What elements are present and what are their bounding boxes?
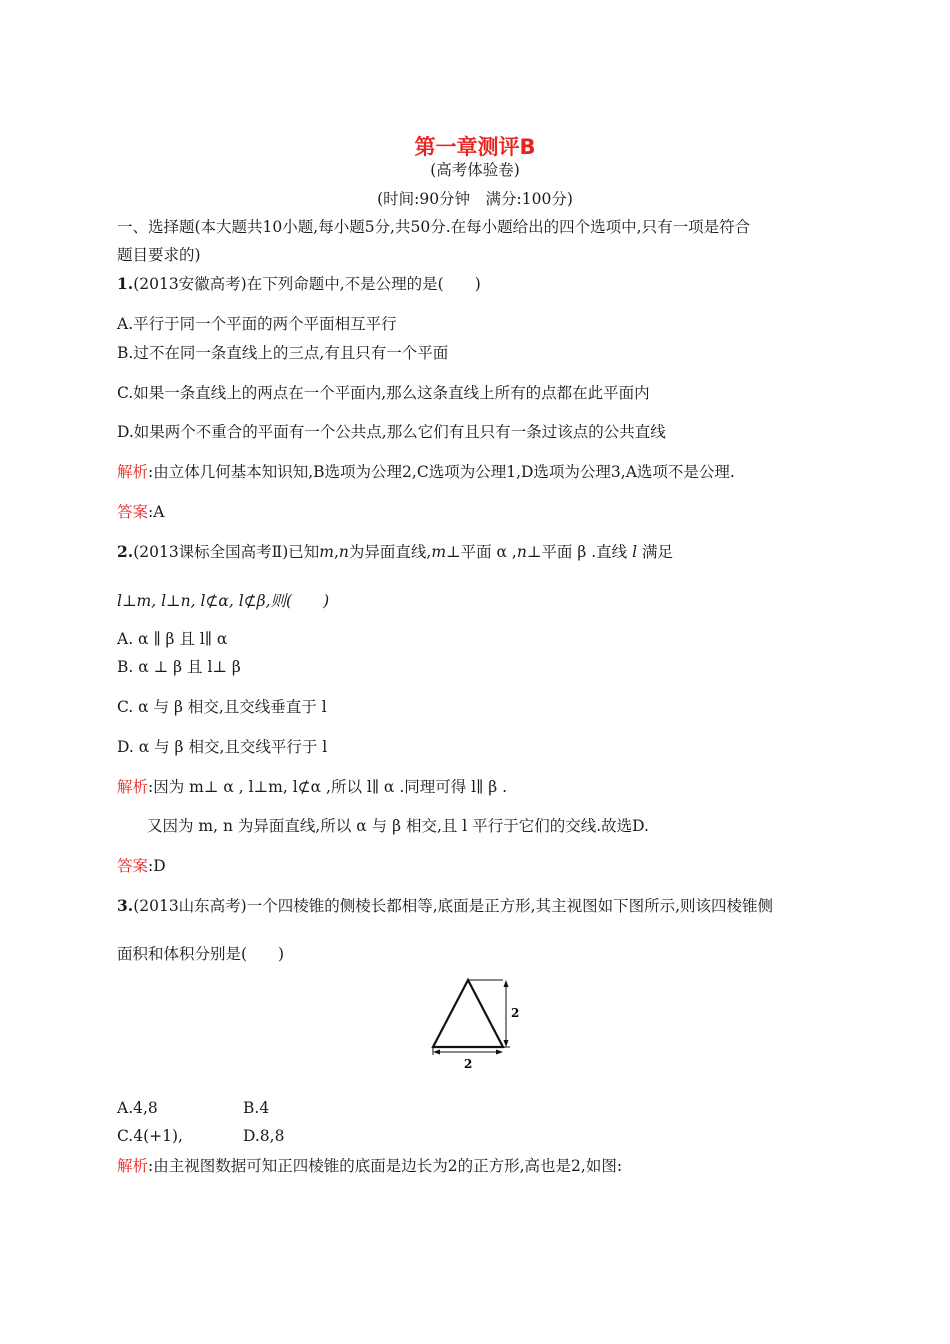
question-text: 满足 [637,543,673,561]
var-n: n [338,543,349,561]
question-number: 2. [117,542,134,561]
analysis-text: :由立体几何基本知识知,B选项为公理2,C选项为公理1,D选项为公理3,A选项不是公理. [148,463,735,481]
base-label: 2 [464,1057,473,1071]
question-text: ⊥平面 β .直线 [526,543,633,561]
analysis-label: 解析 [117,778,149,796]
answer-label: 答案 [117,857,149,875]
section-heading-line2: 题目要求的) [117,246,201,264]
analysis-text: :由主视图数据可知正四棱锥的底面是边长为2的正方形,高也是2,如图: [148,1157,623,1175]
arrowhead [433,1050,440,1055]
height-label: 2 [511,1006,520,1020]
q1-option-c: C.如果一条直线上的两点在一个平面内,那么这条直线上所有的点都在此平面内 [117,384,650,402]
answer-text: :A [148,503,165,521]
q3-option-d: D.8,8 [243,1127,285,1145]
question-1-stem [117,274,481,294]
page-title: 第一章测评B [414,135,536,159]
answer-text: :D [148,857,166,875]
arrowhead [504,1040,509,1047]
question-3-stem [117,896,773,916]
q2-option-d: D. α 与 β 相交,且交线平行于 l [117,738,328,756]
analysis-label: 解析 [117,1157,149,1175]
q2-option-c: C. α 与 β 相交,且交线垂直于 l [117,698,327,716]
q2-analysis [117,777,507,797]
subtitle: (高考体验卷) [430,161,520,179]
q1-option-a: A.平行于同一个平面的两个平面相互平行 [117,315,397,333]
exam-meta: (时间:90分钟 满分:100分) [377,190,573,208]
question-text: ⊥平面 α , [446,543,517,561]
question-text: (2013课标全国高考Ⅱ)已知 [133,543,320,561]
q2-option-a: A. α ∥ β 且 l∥ α [117,630,228,648]
triangle-front-view [433,980,503,1047]
question-number: 1. [117,274,134,293]
analysis-text: :因为 m⊥ α , l⊥m, l⊄α ,所以 l∥ α .同理可得 l∥ β . [148,778,508,796]
var-l: l [632,543,638,561]
question-3-stem-continued: 面积和体积分别是( ) [117,945,285,963]
q1-option-d: D.如果两个不重合的平面有一个公共点,那么它们有且只有一条过该点的公共直线 [117,423,666,441]
q2-analysis-continued: 又因为 m, n 为异面直线,所以 α 与 β 相交,且 l 平行于它们的交线.故选D. [147,817,649,835]
q3-analysis [117,1156,622,1176]
var-m: m [431,543,447,561]
q2-option-b: B. α ⊥ β 且 l⊥ β [117,658,241,676]
var-m: m [319,543,334,561]
answer-label: 答案 [117,503,149,521]
question-number: 3. [117,896,134,915]
arrowhead [496,1050,503,1055]
front-view-figure [428,975,528,1073]
q3-option-c: C.4(+1), [117,1127,183,1145]
comma: , [333,543,339,561]
analysis-label: 解析 [117,463,149,481]
q1-answer [117,502,164,522]
var-n: n [516,543,527,561]
q1-analysis [117,462,735,482]
question-2-stem [117,542,673,562]
question-text: (2013安徽高考)在下列命题中,不是公理的是( ) [133,275,481,293]
section-heading-line1: 一、选择题(本大题共10小题,每小题5分,共50分.在每小题给出的四个选项中,只有一项是符合 [117,218,751,236]
q2-answer [117,856,166,876]
q2-condition: l⊥m, l⊥n, l⊄α, l⊄β,则( ) [117,592,330,610]
arrowhead [504,980,509,987]
q3-option-b: B.4 [243,1099,270,1117]
q3-option-a: A.4,8 [117,1099,158,1117]
question-text: 为异面直线, [348,543,432,561]
q1-option-b: B.过不在同一条直线上的三点,有且只有一个平面 [117,344,449,362]
question-text: (2013山东高考)一个四棱锥的侧棱长都相等,底面是正方形,其主视图如下图所示,则该四棱锥侧 [133,897,774,915]
